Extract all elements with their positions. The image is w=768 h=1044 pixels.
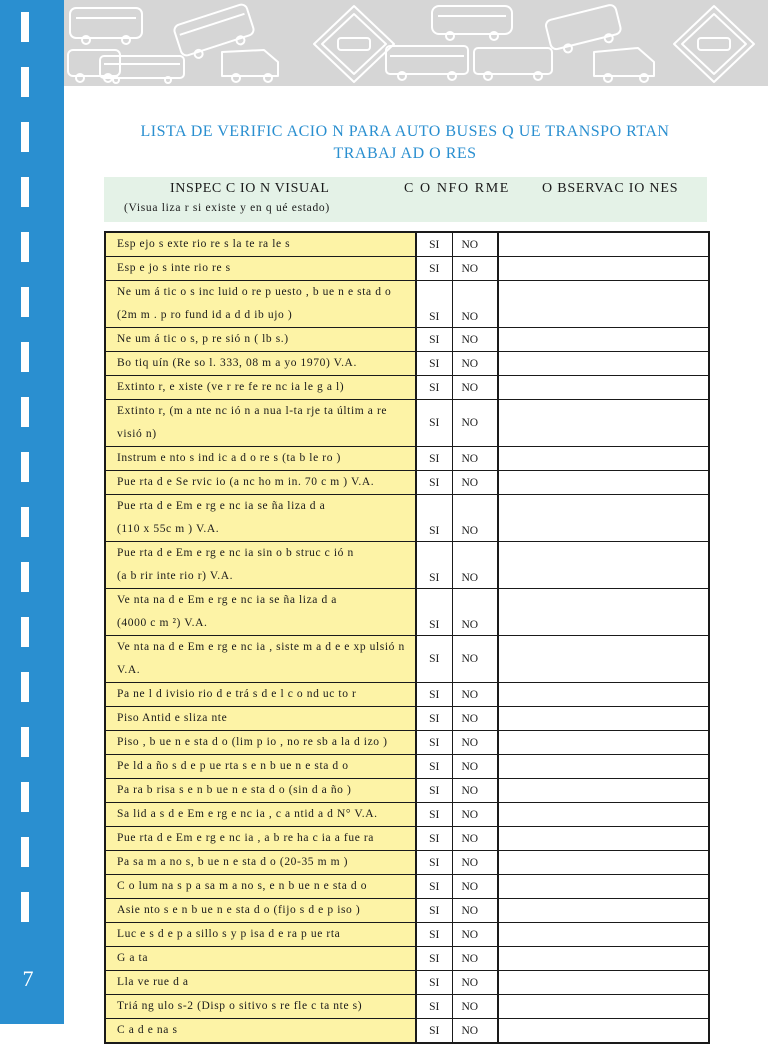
item-text-line: Ve nta na d e Em e rg e nc ia , siste m a d e e xp ulsió n V.A. [117,641,405,676]
bus-pattern-icon [64,0,768,86]
si-checkbox[interactable]: SI [416,636,452,683]
checklist-item-label [105,328,416,352]
title-line-1: LISTA DE VERIFIC ACIO N PARA AUTO BUSES Q UE TRANSPO RTAN [140,123,670,140]
title-line-2: TRABAJ AD O RES [333,145,477,162]
observations-cell[interactable] [498,232,709,257]
si-checkbox[interactable]: SI [416,683,452,707]
si-checkbox[interactable]: SI [416,232,452,257]
strip-dash [21,727,29,757]
si-checkbox[interactable]: SI [416,755,452,779]
strip-dash [21,287,29,317]
checklist-item-label [105,232,416,257]
strip-dash [21,617,29,647]
no-checkbox[interactable]: NO [452,923,498,947]
item-text-line: Triá ng ulo s-2 (Disp o sitivo s re fle c ta nte s) [117,1000,363,1012]
checklist-row [105,755,709,779]
no-checkbox[interactable]: NO [452,731,498,755]
checklist-row [105,923,709,947]
checklist-row [105,400,709,447]
observations-cell[interactable] [498,875,709,899]
si-checkbox[interactable]: SI [416,803,452,827]
checklist-row [105,683,709,707]
checklist-row [105,779,709,803]
checklist-item-label [105,636,416,683]
item-text-line: Pa ne l d ivisio rio d e trá s d e l c o nd uc to r [117,688,357,700]
page-title [100,121,710,165]
si-checkbox[interactable]: SI [416,947,452,971]
si-checkbox[interactable]: SI [416,447,452,471]
no-checkbox[interactable]: NO [452,755,498,779]
checklist-item-label [105,947,416,971]
strip-dash [21,892,29,922]
observations-cell[interactable] [498,495,709,542]
checklist-item-label [105,899,416,923]
no-checkbox[interactable]: NO [452,328,498,352]
observations-cell[interactable] [498,827,709,851]
si-checkbox[interactable]: SI [416,257,452,281]
observations-cell[interactable] [498,281,709,328]
item-text-line: Bo tiq uín (Re so l. 333, 08 m a yo 1970) V.A. [117,357,357,369]
checklist-item-label [105,400,416,447]
checklist-row [105,281,709,328]
item-text-line: Pue rta d e Em e rg e nc ia sin o b struc c ió n [117,547,354,559]
si-checkbox[interactable]: SI [416,542,452,589]
no-checkbox[interactable]: NO [452,471,498,495]
checklist-item-label [105,257,416,281]
item-text-line: (2m m . p ro fund id a d d ib ujo ) [117,309,293,321]
si-checkbox[interactable]: SI [416,400,452,447]
no-checkbox[interactable]: NO [452,400,498,447]
checklist-item-label [105,755,416,779]
observations-cell[interactable] [498,707,709,731]
strip-dash [21,177,29,207]
si-checkbox[interactable]: SI [416,589,452,636]
no-checkbox[interactable]: NO [452,376,498,400]
no-checkbox[interactable]: NO [452,683,498,707]
item-text-line: Pue rta d e Em e rg e nc ia , a b re ha c ia a fue ra [117,832,375,844]
strip-dash [21,562,29,592]
no-checkbox[interactable]: NO [452,589,498,636]
no-checkbox[interactable]: NO [452,947,498,971]
checklist-item-label [105,707,416,731]
si-checkbox[interactable]: SI [416,1019,452,1044]
observations-cell[interactable] [498,376,709,400]
checklist-item-label [105,1019,416,1044]
observations-cell[interactable] [498,542,709,589]
item-text-line: (a b rir inte rio r) V.A. [117,570,234,582]
checklist-item-label [105,495,416,542]
si-checkbox[interactable]: SI [416,281,452,328]
checklist-item-label [105,447,416,471]
no-checkbox[interactable]: NO [452,257,498,281]
item-text-line: G a ta [117,952,149,964]
item-text-line: Pa ra b risa s e n b ue n e sta d o (sin d a ño ) [117,784,352,796]
item-text-line: Instrum e nto s ind ic a d o re s (ta b le ro ) [117,452,341,464]
observations-cell[interactable] [498,257,709,281]
binding-strip [0,0,64,1024]
item-text-line: Lla ve rue d a [117,976,189,988]
item-text-line: (110 x 55c m ) V.A. [117,523,220,535]
checklist-row [105,1019,709,1044]
item-text-line: C a d e na s [117,1024,178,1036]
checklist-item-label [105,875,416,899]
observations-cell[interactable] [498,589,709,636]
checklist-item-label [105,352,416,376]
observations-cell[interactable] [498,755,709,779]
checklist-row [105,447,709,471]
observations-cell[interactable] [498,400,709,447]
checklist-row [105,636,709,683]
observations-cell[interactable] [498,636,709,683]
observations-cell[interactable] [498,447,709,471]
observations-cell[interactable] [498,995,709,1019]
checklist-row [105,328,709,352]
si-checkbox[interactable]: SI [416,471,452,495]
item-text-line: Asie nto s e n b ue n e sta d o (fijo s d e p iso ) [117,904,361,916]
checklist-item-label [105,471,416,495]
table-header [104,177,707,222]
no-checkbox[interactable]: NO [452,899,498,923]
header-inspection-subtitle: (Visua liza r si existe y en q ué estado) [124,202,330,214]
si-checkbox[interactable]: SI [416,923,452,947]
no-checkbox[interactable]: NO [452,447,498,471]
no-checkbox[interactable]: NO [452,995,498,1019]
no-checkbox[interactable]: NO [452,851,498,875]
item-text-line: (4000 c m ²) V.A. [117,617,208,629]
item-text-line: Luc e s d e p a sillo s y p isa d e ra p ue rta [117,928,341,940]
checklist-item-label [105,851,416,875]
checklist-item-label [105,923,416,947]
observations-cell[interactable] [498,731,709,755]
no-checkbox[interactable]: NO [452,779,498,803]
checklist-row [105,257,709,281]
header-inspection: INSPEC C IO N VISUAL [170,181,330,196]
observations-cell[interactable] [498,779,709,803]
no-checkbox[interactable]: NO [452,875,498,899]
checklist-item-label [105,589,416,636]
checklist-row [105,947,709,971]
checklist-row [105,995,709,1019]
si-checkbox[interactable]: SI [416,779,452,803]
no-checkbox[interactable]: NO [452,636,498,683]
strip-dash [21,672,29,702]
checklist-row [105,803,709,827]
strip-dash [21,232,29,262]
item-text-line: Extinto r, (m a nte nc ió n a nua l-ta rje ta últim a re visió n) [117,405,388,440]
checklist-row [105,707,709,731]
checklist-row [105,899,709,923]
observations-cell[interactable] [498,328,709,352]
checklist-item-label [105,376,416,400]
item-text-line: C o lum na s p a sa m a no s, e n b ue n e sta d o [117,880,368,892]
header-conforme: C O NFO RME [404,181,510,196]
no-checkbox[interactable]: NO [452,803,498,827]
no-checkbox[interactable]: NO [452,542,498,589]
observations-cell[interactable] [498,947,709,971]
page-number: 7 [22,966,34,991]
checklist-row [105,731,709,755]
observations-cell[interactable] [498,899,709,923]
item-text-line: Piso Antid e sliza nte [117,712,228,724]
strip-dash [21,12,29,42]
checklist-item-label [105,827,416,851]
checklist-row [105,851,709,875]
si-checkbox[interactable]: SI [416,376,452,400]
checklist-row [105,352,709,376]
no-checkbox[interactable]: NO [452,707,498,731]
checklist-row [105,542,709,589]
checklist-row [105,875,709,899]
bus-illustration-banner [64,0,768,86]
si-checkbox[interactable]: SI [416,851,452,875]
strip-dash [21,782,29,812]
checklist-item-label [105,683,416,707]
si-checkbox[interactable]: SI [416,995,452,1019]
si-checkbox[interactable]: SI [416,971,452,995]
item-text-line: Esp e jo s inte rio re s [117,262,231,274]
no-checkbox[interactable]: NO [452,495,498,542]
item-text-line: Extinto r, e xiste (ve r re fe re nc ia le g a l) [117,381,345,393]
no-checkbox[interactable]: NO [452,827,498,851]
checklist-row [105,495,709,542]
si-checkbox[interactable]: SI [416,352,452,376]
checklist-row [105,589,709,636]
checklist-item-label [105,731,416,755]
item-text-line: Pa sa m a no s, b ue n e sta d o (20-35 m m ) [117,856,349,868]
observations-cell[interactable] [498,803,709,827]
observations-cell[interactable] [498,1019,709,1044]
observations-cell[interactable] [498,352,709,376]
strip-dash [21,342,29,372]
checklist-item-label [105,803,416,827]
item-text-line: Pue rta d e Se rvic io (a nc ho m in. 70 c m ) V.A. [117,476,375,488]
checklist-item-label [105,971,416,995]
checklist-table [104,231,710,1044]
si-checkbox[interactable]: SI [416,731,452,755]
strip-dash [21,452,29,482]
checklist-row [105,376,709,400]
observations-cell[interactable] [498,471,709,495]
strip-dash [21,397,29,427]
checklist-item-label [105,281,416,328]
strip-dash [21,507,29,537]
item-text-line: Esp ejo s exte rio re s la te ra le s [117,238,291,250]
si-checkbox[interactable]: SI [416,827,452,851]
checklist-item-label [105,995,416,1019]
strip-dash [21,837,29,867]
strip-dash [21,67,29,97]
no-checkbox[interactable]: NO [452,971,498,995]
si-checkbox[interactable]: SI [416,899,452,923]
si-checkbox[interactable]: SI [416,495,452,542]
observations-cell[interactable] [498,923,709,947]
item-text-line: Piso , b ue n e sta d o (lim p io , no re sb a la d izo ) [117,736,388,748]
si-checkbox[interactable]: SI [416,707,452,731]
no-checkbox[interactable]: NO [452,232,498,257]
item-text-line: Pue rta d e Em e rg e nc ia se ña liza d a [117,500,326,512]
checklist-row [105,232,709,257]
observations-cell[interactable] [498,971,709,995]
item-text-line: Ve nta na d e Em e rg e nc ia se ña liza d a [117,594,338,606]
checklist-row [105,971,709,995]
si-checkbox[interactable]: SI [416,328,452,352]
no-checkbox[interactable]: NO [452,281,498,328]
header-observaciones: O BSERVAC IO NES [542,181,679,196]
si-checkbox[interactable]: SI [416,875,452,899]
no-checkbox[interactable]: NO [452,1019,498,1044]
strip-dash [21,122,29,152]
observations-cell[interactable] [498,683,709,707]
no-checkbox[interactable]: NO [452,352,498,376]
checklist-row [105,471,709,495]
item-text-line: Pe ld a ño s d e p ue rta s e n b ue n e sta d o [117,760,349,772]
observations-cell[interactable] [498,851,709,875]
item-text-line: Ne um á tic o s, p re sió n ( lb s.) [117,333,289,345]
item-text-line: Sa lid a s d e Em e rg e nc ia , c a ntid a d N° V.A. [117,808,378,820]
item-text-line: Ne um á tic o s inc luid o re p uesto , b ue n e sta d o [117,286,392,298]
checklist-row [105,827,709,851]
checklist-item-label [105,542,416,589]
checklist-item-label [105,779,416,803]
